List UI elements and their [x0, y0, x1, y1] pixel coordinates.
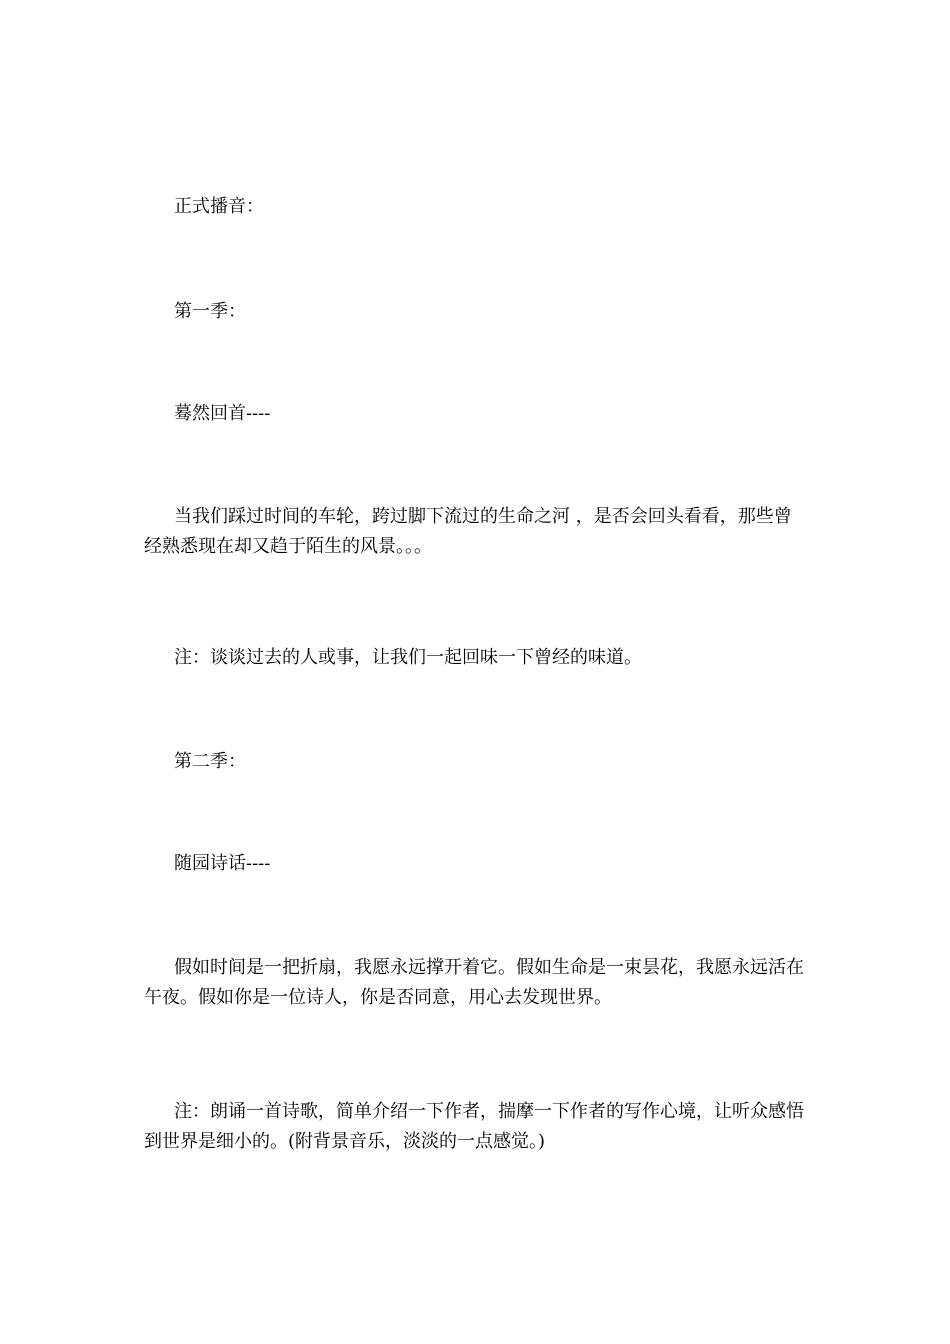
- season-one-title: 蓦然回首----: [174, 403, 271, 424]
- season-one-note: 注：谈谈过去的人或事，让我们一起回味一下曾经的味道。: [174, 647, 642, 668]
- season-two-heading: 第二季：: [174, 751, 246, 772]
- season-two-title: 随园诗话----: [174, 853, 271, 874]
- section-heading-broadcast: 正式播音：: [174, 196, 264, 217]
- season-two-intro-paragraph: 假如时间是一把折扇，我愿永远撑开着它。假如生命是一束昙花，我愿永远活在午夜。假如你是一位诗人，你是否同意，用心去发现世界。: [144, 957, 804, 1008]
- season-one-intro-paragraph: 当我们踩过时间的车轮，跨过脚下流过的生命之河 ，是否会回头看看，那些曾经熟悉现在却又趋于陌生的风景。。。: [144, 506, 792, 557]
- season-one-heading: 第一季：: [174, 301, 246, 322]
- season-two-note: 注：朗诵一首诗歌，简单介绍一下作者，揣摩一下作者的写作心境，让听众感悟到世界是细小的。(附背景音乐，淡淡的一点感觉。): [144, 1101, 804, 1152]
